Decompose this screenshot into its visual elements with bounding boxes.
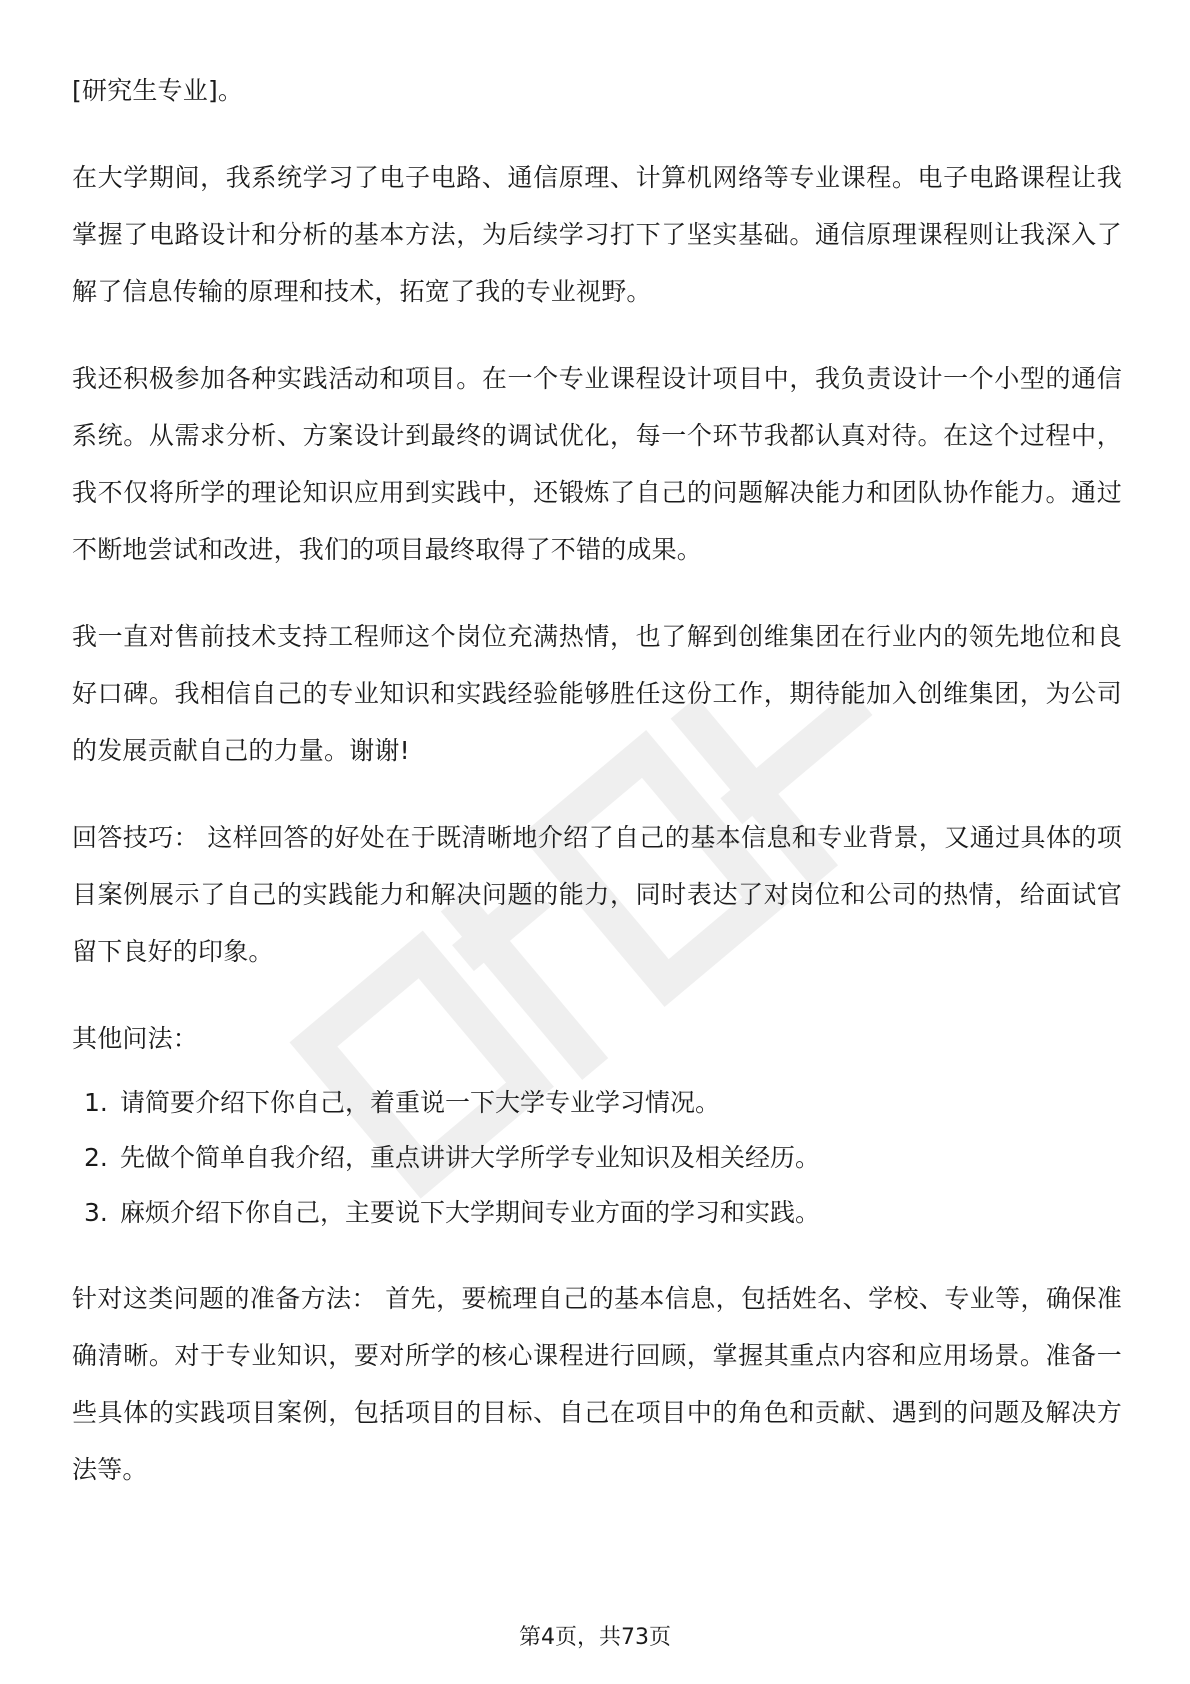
paragraph-projects: 我还积极参加各种实践活动和项目。在一个专业课程设计项目中，我负责设计一个小型的通信系统。从需求分析、方案设计到最终的调试优化，每一个环节我都认真对待。在这个过程中，我不仅将所学的理论知识应用到实践中，还锻炼了自己的问题解决能力和团队协作能力。通过不断地尝试和改进，我们的项目最终取得了不错的成果。 — [72, 364, 1122, 564]
paragraph-other-questions-heading: 其他问法： — [72, 1024, 199, 1053]
list-item — [84, 1075, 1122, 1130]
paragraph-major: [研究生专业]。 — [72, 76, 244, 105]
list-item-text: 麻烦介绍下你自己，主要说下大学期间专业方面的学习和实践。 — [120, 1198, 821, 1227]
page-number-footer: 第4页，共73页 — [519, 1625, 671, 1650]
list-item — [84, 1185, 1122, 1240]
list-item-number: 2. — [84, 1143, 108, 1172]
list-item — [84, 1130, 1122, 1185]
paragraph-preparation: 针对这类问题的准备方法： 首先，要梳理自己的基本信息，包括姓名、学校、专业等，确保准确清晰。对于专业知识，要对所学的核心课程进行回顾，掌握其重点内容和应用场景。准备一些具体的实践项目案例，包括项目的目标、自己在项目中的角色和贡献、遇到的问题及解决方法等。 — [72, 1284, 1122, 1484]
list-item-text: 请简要介绍下你自己，着重说一下大学专业学习情况。 — [120, 1088, 721, 1117]
paragraph-courses: 在大学期间，我系统学习了电子电路、通信原理、计算机网络等专业课程。电子电路课程让我掌握了电路设计和分析的基本方法，为后续学习打下了坚实基础。通信原理课程则让我深入了解了信息传输的原理和技术，拓宽了我的专业视野。 — [72, 163, 1122, 306]
list-item-number: 1. — [84, 1088, 108, 1117]
document-body — [72, 62, 1122, 1528]
list-item-text: 先做个简单自我介绍，重点讲讲大学所学专业知识及相关经历。 — [120, 1143, 821, 1172]
paragraph-answer-tips: 回答技巧： 这样回答的好处在于既清晰地介绍了自己的基本信息和专业背景，又通过具体的项目案例展示了自己的实践能力和解决问题的能力，同时表达了对岗位和公司的热情，给面试官留下良好的印象。 — [72, 823, 1122, 966]
paragraph-motivation: 我一直对售前技术支持工程师这个岗位充满热情，也了解到创维集团在行业内的领先地位和良好口碑。我相信自己的专业知识和实践经验能够胜任这份工作，期待能加入创维集团，为公司的发展贡献自己的力量。谢谢! — [72, 622, 1122, 765]
other-questions-list — [72, 1075, 1122, 1240]
list-item-number: 3. — [84, 1198, 108, 1227]
